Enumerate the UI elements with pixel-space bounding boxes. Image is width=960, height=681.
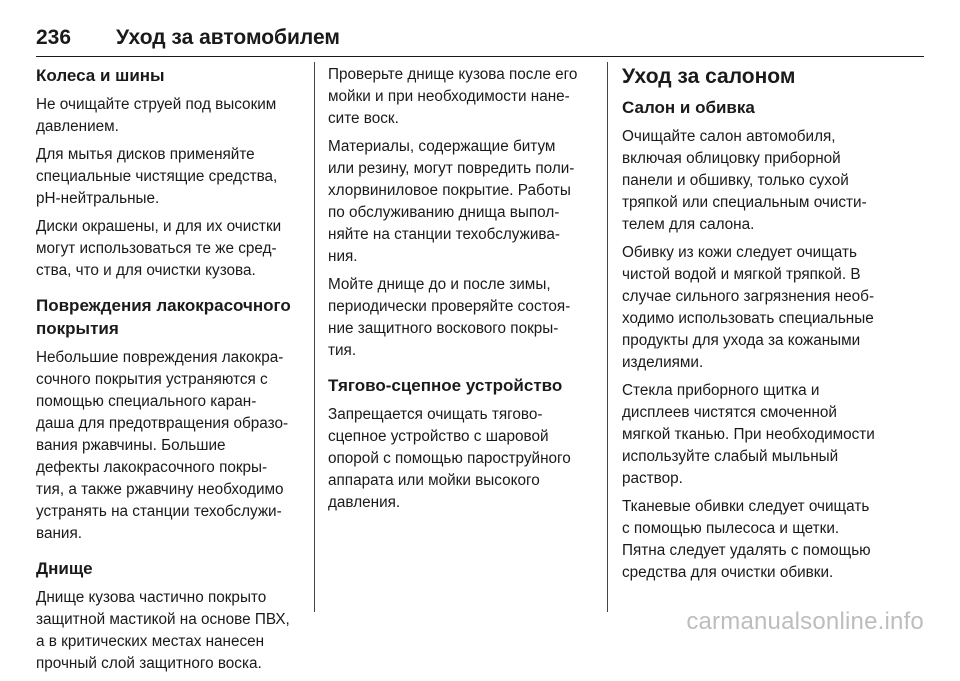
column-right (622, 64, 888, 590)
paragraph: Очищайте салон автомобиля, включая облицовку приборной панели и обшивку, только сухой тряпкой или специальным очисти- телем для салона. (622, 128, 867, 233)
paragraph: Проверьте днище кузова после его мойки и при необходимости нане- сите воск. (328, 66, 578, 127)
paragraph: Небольшие повреждения лакокра- сочного покрытия устраняются с помощью специального каран- даша для предотвращения образо- вания ржавчины. Большие дефекты лакокрасочного покры- тия, а также ржавчину необходимо устранять на станции техобслужи- вания. (36, 349, 289, 542)
paragraph: Материалы, содержащие битум или резину, могут повредить поли- хлорвиниловое покрытие. Работы по обслуживанию днища выпол- няйте на станции техобслужива- ния. (328, 138, 575, 265)
paragraph: Тканевые обивки следует очищать с помощью пылесоса и щетки. Пятна следует удалять с помощью средства для очистки обивки. (622, 498, 871, 581)
paragraph: Не очищайте струей под высоким давлением. (36, 96, 277, 135)
column-divider (314, 62, 315, 612)
section-heading-underbody: Днище (36, 559, 93, 578)
section-heading-wheels: Колеса и шины (36, 66, 165, 85)
section-heading-towbar: Тягово-сцепное устройство (328, 376, 563, 395)
paragraph: Для мытья дисков применяйте специальные чистящие средства, рН-нейтральные. (36, 146, 278, 207)
section-heading-paint: Повреждения лакокрасочного покрытия (36, 296, 291, 338)
paragraph: Запрещается очищать тягово- сцепное устройство с шаровой опорой с помощью пароструйного аппарата или мойки высокого давления. (328, 406, 571, 511)
column-left (36, 64, 302, 681)
paragraph: Днище кузова частично покрыто защитной мастикой на основе ПВХ, а в критических местах нанесен прочный слой защитного воска. (36, 589, 290, 672)
watermark-link[interactable]: carmanualsonline.info (686, 608, 924, 635)
chapter-title: Уход за автомобилем (116, 26, 340, 49)
page-number: 236 (36, 26, 72, 49)
chapter-section-heading: Уход за салоном (622, 65, 796, 88)
paragraph: Стекла приборного щитка и дисплеев чистятся смоченной мягкой тканью. При необходимости используйте слабый мыльный раствор. (622, 382, 875, 487)
paragraph: Диски окрашены, и для их очистки могут использоваться те же сред- ства, что и для очистки кузова. (36, 218, 282, 279)
column-divider (607, 62, 608, 612)
paragraph: Обивку из кожи следует очищать чистой водой и мягкой тряпкой. В случае сильного загрязнения необ- ходимо использовать специальные продукты для ухода за кожаными изделиями. (622, 244, 875, 371)
column-middle (328, 64, 594, 520)
paragraph: Мойте днище до и после зимы, периодически проверяйте состоя- ние защитного воскового покры- тия. (328, 276, 571, 359)
page-header (36, 26, 924, 57)
section-heading-interior: Салон и обивка (622, 98, 755, 117)
